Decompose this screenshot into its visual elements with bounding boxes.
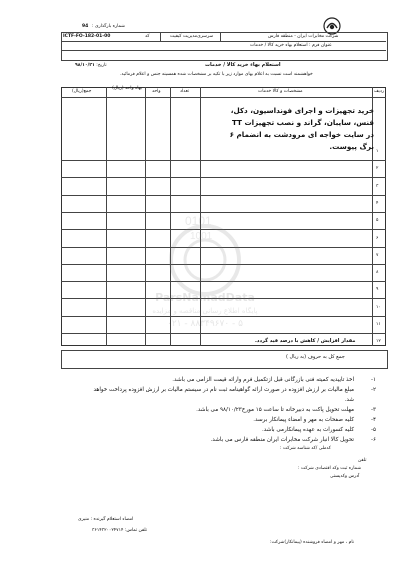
table-row-number: ۶ [376,235,379,241]
table-row-number: ۱ [376,149,379,154]
note-item [40,375,376,385]
note-number: ۶- [370,437,376,443]
col-unit-price: بهاء واحد (ریال) [112,86,142,91]
seller-signature-label: نام ، مهر و امضاء فروشنده (پیمانکار)شرکت: [270,540,354,545]
table-row-divider [61,316,386,317]
table-row-number: ۷ [376,252,379,258]
form-title-label: عنوان فرم : استعلام بهاء خرید کالا / خدمات [250,43,332,48]
table-row-divider [61,298,386,299]
col-description: مشخصات و کالا خدمات [258,89,303,94]
note-item [40,435,376,445]
table-row-number: ۱۱ [376,322,381,327]
form-code: ICTF-FO-182-01-00 [63,34,111,39]
table-row-number: ۸ [376,270,379,276]
company-reg-label: شماره ثبت وکد اقتصادی شرکت : [298,466,362,471]
note-number: ۱- [370,377,376,383]
col-unit: واحد [152,89,161,94]
note-item [40,425,376,435]
address-label: آدرس وکدپستی [330,474,360,479]
watermark-phone: ۰۲۱ - ۸۸۳۴۹۶۷۰ - ۵ [167,319,243,329]
note-number: ۳- [370,407,376,413]
request-title: استعلام بهاء خرید کالا / خدمات [205,62,281,68]
col-quantity: تعداد [180,89,190,94]
table-row-divider [61,160,386,161]
col-total: جمع(ریال) [72,89,92,94]
table-row-number: ۹ [376,287,379,293]
col-row-number: ردیف [374,89,385,94]
code-label: کد [145,34,150,39]
watermark-brand: ParsNamadData [155,291,255,304]
increase-note: مقدار افزایش / کاهش با درصد قید گردد. [255,338,356,344]
table-row-divider [61,177,386,178]
table-row-divider [61,212,386,213]
requester-signature: امضاء استعلام گیرنده : منیری [78,517,134,522]
note-number: ۴- [370,417,376,423]
page-count-value: 94 [82,24,89,29]
svg-text:0101: 0101 [185,214,212,228]
table-row-number: ۵ [376,218,379,224]
item-description: خرید تجهیزات و اجرای فونداسیون، دکل، فنس، سایبان، گراند و نصب تجهیزات TT در سایت خواجه ای مرودشت به انضمام ۶ برگ پیوست. [229,106,374,151]
table-row-divider [61,264,386,265]
note-item [40,385,376,395]
intro-line: خواهشمند است نسبت به اعلام بهای موارد زیر با تکیه بر مشخصات شده همسینه جنس و اعلام فرمائید. [120,72,313,77]
table-row-number: ۲ [376,166,379,172]
requester-phone: تلفن تماس: ۳۶۱۴۳۲۰۰۲۴۷۱۴ [92,528,147,533]
note-item [40,405,376,415]
table-row-number: ۳ [376,183,379,189]
page-count-label: شماره بارگذاری : [92,24,125,29]
date-field: تاریخ: ۹۸/۱۰/۲۱ [75,63,107,68]
note-item [40,395,376,405]
note-text: مبلغ مالیات بر ارزش افزوده در صورت ارائه گواهینامه ثبت نام در سیستم مالیات بر ارزش افزوده پرداخت خواهد [93,387,354,393]
table-row-divider [61,195,386,196]
note-number: ۲- [370,387,376,393]
economic-code-label: کدملی /کد شناسه شرکت : [280,446,331,451]
svg-text:1001: 1001 [190,231,213,242]
note-item [40,415,376,425]
note-text: شد. [344,397,354,403]
table-row-number: ۱۲ [376,339,381,345]
table-row-divider [61,333,386,334]
note-text: مهلت تحویل پاکت به دبیرخانه تا ساعت ۱۵ مورخ۹۸/۱۰/۲۳ می باشد. [196,407,354,413]
note-text: اخذ تاییدیه کمیته فنی بازرگانی قبل ازتکمیل فرم وارائه قیمت الزامی می باشد. [172,377,354,383]
note-text: کلیه کسورات به عهده پیمانکارمی باشد. [261,427,354,433]
table-row-divider [61,281,386,282]
watermark-tagline: پایگاه اطلاع رسانی مناقصه و مزایده [152,307,258,315]
table-row-divider [61,247,386,248]
note-text: کلیه صفحات به مهر و امضاء پیمانکار برسد. [253,417,354,423]
unit-label: سرسری‌مدیریت کیفیت [170,34,214,39]
table-row-divider [61,229,386,230]
note-text: تحویل کالا انبار شرکت مخابرات ایران منطقه فارس می باشد. [210,437,354,443]
note-number: ۵- [370,427,376,433]
notes-list [40,375,376,445]
phone-label: تلفن [358,458,367,463]
company-label: شرکت مخابرات ایران - منطقه فارس [268,34,339,39]
sum-label: جمع کل به حروف (به ریال ) [286,354,345,360]
table-row-number: ۱۰ [376,304,381,310]
table-row-number: ۴ [376,200,379,206]
